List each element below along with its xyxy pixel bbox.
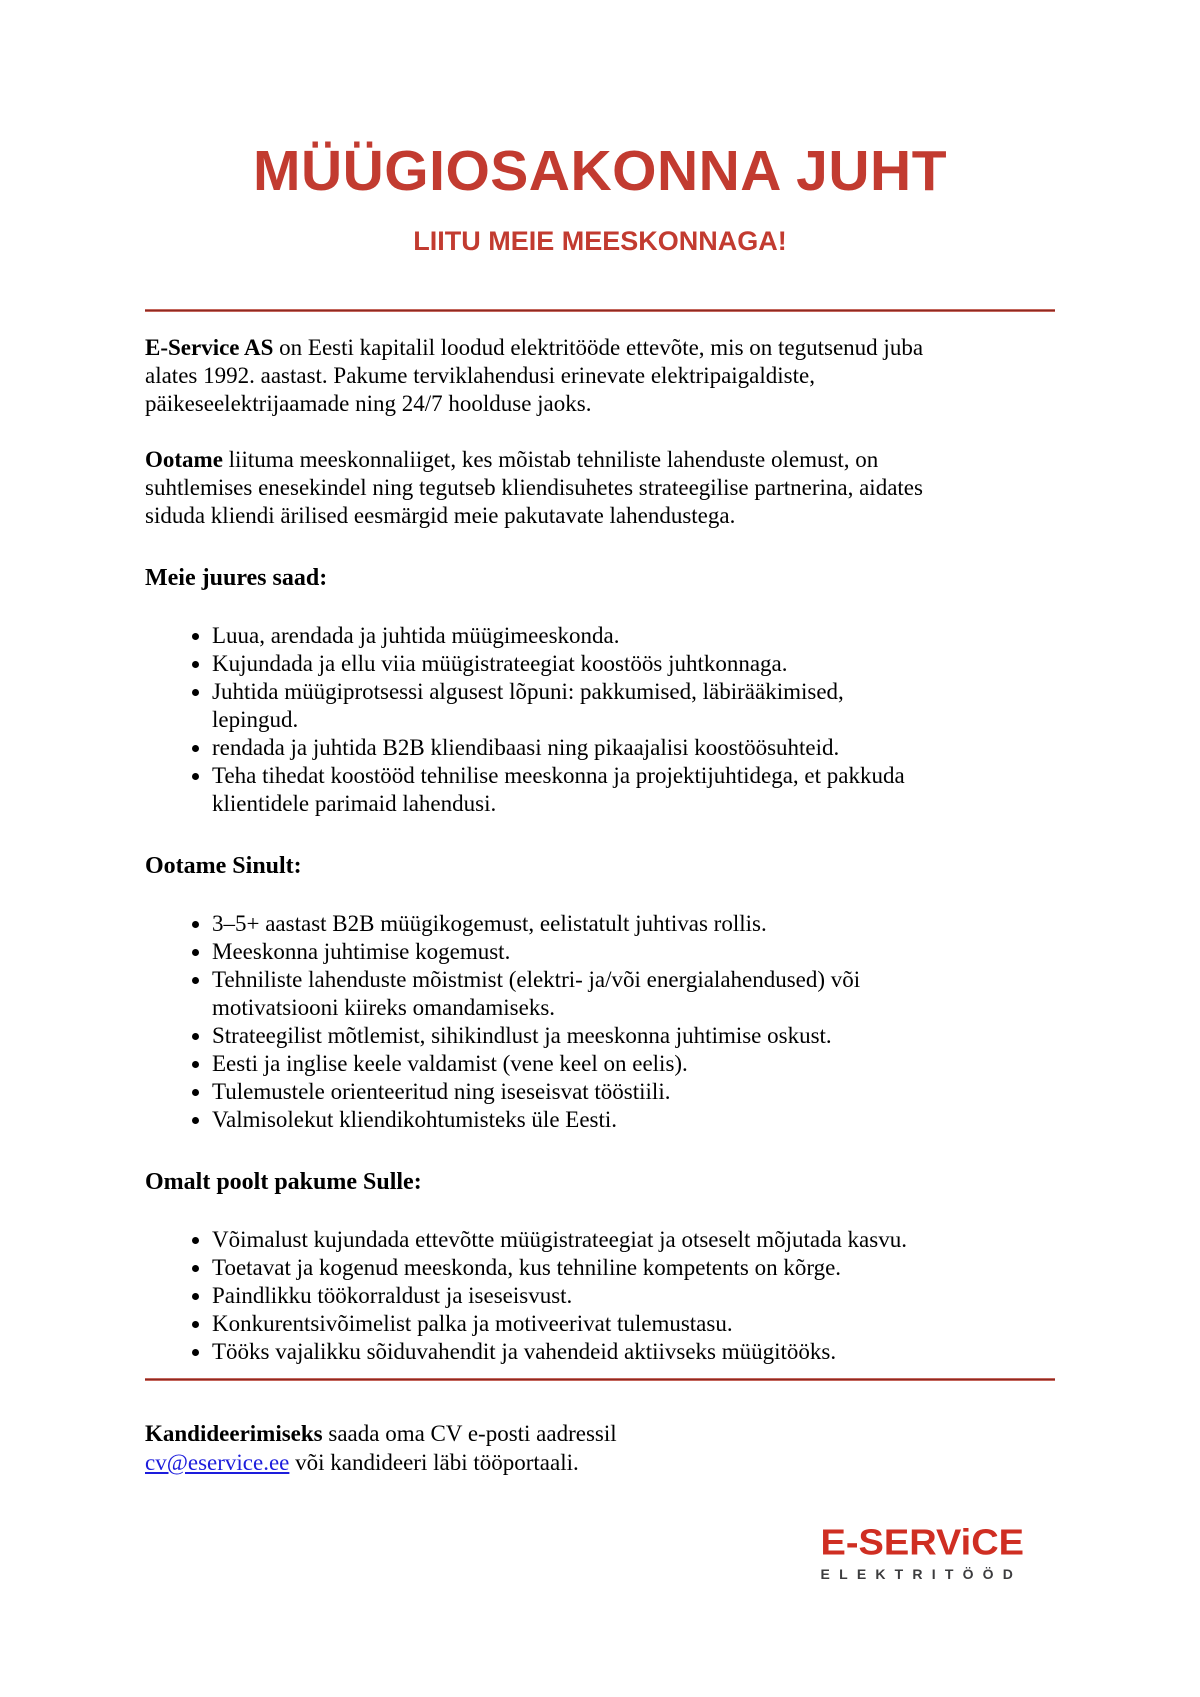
email-link[interactable]: cv@eservice.ee [145,1450,290,1475]
intro-paragraph-company-text: on Eesti kapitalil loodud elektritööde ettevõte, mis on tegutsenud juba alates 1992. aastast. Pakume terviklahendusi erinevate elektripaigaldiste, päikeseelektrijaamade ning 24/7 hoolduse jaoks. [145,335,924,417]
list-item: • Tööks vajalikku sõiduvahendit ja vahendeid aktiivseks müügitööks. [212,1338,935,1366]
list-item: • rendada ja juhtida B2B kliendibaasi ning pikaajalisi koostöösuhteid. [212,734,935,762]
list-item: • Valmisolekut kliendikohtumisteks üle Eesti. [212,1106,935,1134]
list-meie-juures [145,622,935,818]
company-name: E-Service AS [145,335,274,361]
apply-paragraph [145,1419,935,1477]
list-item: • Eesti ja inglise keele valdamist (vene keel on eelis). [212,1050,935,1078]
list-item: • Tulemustele orienteeritud ning iseseisvat tööstiili. [212,1078,935,1106]
intro-expectations-lead: Ootame [145,447,223,473]
list-omalt-poolt [145,1226,935,1366]
section-heading-meie-juures: Meie juures saad: [145,565,328,592]
logo-tagline: ELEKTRITÖÖD [820,1566,1023,1582]
list-item: • Meeskonna juhtimise kogemust. [212,938,935,966]
list-item: • 3–5+ aastast B2B müügikogemust, eelistatult juhtivas rollis. [212,910,935,938]
list-item: • Strateegilist mõtlemist, sihikindlust ja meeskonna juhtimise oskust. [212,1022,935,1050]
top-divider [145,309,1055,312]
intro-paragraph-company [145,334,935,418]
list-item: • Toetavat ja kogenud meeskonda, kus tehniline kompetents on kõrge. [212,1254,935,1282]
page-subtitle: LIITU MEIE MEESKONNAGA! [413,225,787,256]
list-item: • Paindlikku töökorraldust ja iseseisvust. [212,1282,935,1310]
list-item: • Teha tihedat koostööd tehnilise meeskonna ja projektijuhtidega, et pakkuda klientidele parimaid lahendusi. [212,762,935,818]
list-item: • Luua, arendada ja juhtida müügimeeskonda. [212,622,935,650]
list-ootame-sinult [145,910,935,1134]
bottom-divider [145,1378,1055,1381]
intro-paragraph-expectations [145,446,935,530]
list-item: • Juhtida müügiprotsessi algusest lõpuni: pakkumised, läbirääkimised, lepingud. [212,678,935,734]
intro-paragraph-expectations-text: liituma meeskonnaliiget, kes mõistab tehniliste lahenduste olemust, on suhtlemises enesekindel ning tegutseb kliendisuhetes strateegilise partnerina, aidates siduda kliendi ärilised eesmärgid meie pakutavate lahendustega. [145,447,923,529]
list-item: • Kujundada ja ellu viia müügistrateegiat koostöös juhtkonnaga. [212,650,935,678]
section-heading-omalt-poolt: Omalt poolt pakume Sulle: [145,1169,422,1196]
apply-line2-text: või kandideeri läbi tööportaali. [289,1450,579,1475]
apply-lead: Kandideerimiseks [145,1421,323,1446]
section-heading-ootame-sinult: Ootame Sinult: [145,853,302,880]
company-logo [821,1524,1024,1581]
list-item: • Konkurentsivõimelist palka ja motiveerivat tulemustasu. [212,1310,935,1338]
page-title: MÜÜGIOSAKONNA JUHT [252,139,948,203]
list-item: • Võimalust kujundada ettevõtte müügistrateegiat ja otseselt mõjutada kasvu. [212,1226,935,1254]
apply-line1-text: saada oma CV e-posti aadressil [322,1421,617,1446]
logo-wordmark: E-SERViCE [820,1523,1024,1563]
list-item: • Tehniliste lahenduste mõistmist (elektri- ja/või energialahendused) või motivatsiooni kiireks omandamiseks. [212,966,935,1022]
